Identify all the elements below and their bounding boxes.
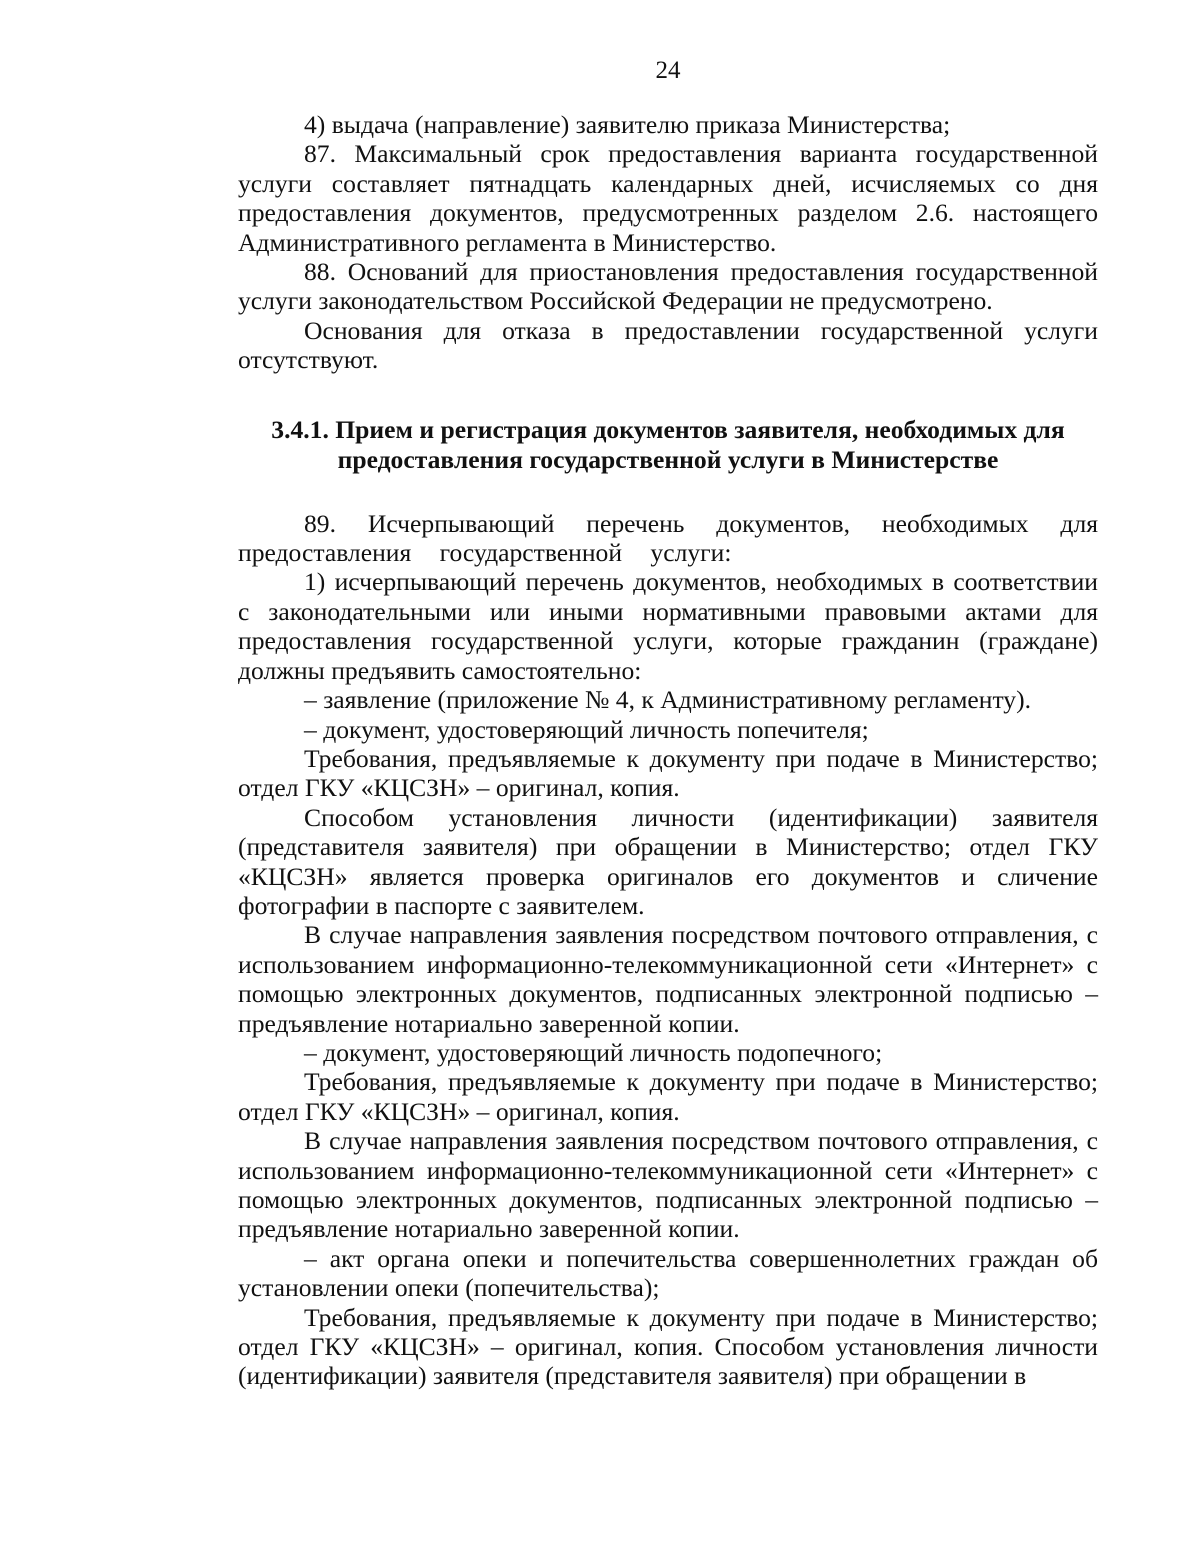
paragraph-item-4: 4) выдача (направление) заявителю приказа Министерства; [304,110,951,139]
paragraph-89: 89. Исчерпывающий перечень документов, необходимых для предоставления государственной услуги: [238,508,1098,568]
paragraph-requirements-3: Требования, предъявляемые к документу при подаче в Министерство; отдел ГКУ «КЦСЗН» – оригинал, копия. Способом установления личности (идентификации) заявителя (представителя заявителя) при обращении в [238,1302,1098,1391]
paragraph-requirements-1: Требования, предъявляемые к документу при подаче в Министерство; отдел ГКУ «КЦСЗН» – оригинал, копия. [238,743,1098,803]
paragraph-refusal-grounds: Основания для отказа в предоставлении государственной услуги отсутствуют. [238,315,1098,375]
section-heading-3-4-1: 3.4.1. Прием и регистрация документов заявителя, необходимых для предоставления государственной услуги в Министерстве [271,414,1065,474]
list-item-ward-id: – документ, удостоверяющий личность подопечного; [304,1037,883,1067]
list-item-guardian-id: – документ, удостоверяющий личность попечителя; [304,714,869,744]
paragraph-identification-method: Способом установления личности (идентификации) заявителя (представителя заявителя) при обращении в Министерство; отдел ГКУ «КЦСЗН» является проверка оригиналов его документов и сличение фотографии в паспорте с заявителем. [238,802,1098,920]
page-number: 24 [655,57,681,84]
paragraph-postal-submission-1: В случае направления заявления посредством почтового отправления, с использованием информационно-телекоммуникационной сети «Интернет» с помощью электронных документов, подписанных электронной подписью – предъявление нотариально заверенной копии. [238,920,1098,1038]
paragraph-87: 87. Максимальный срок предоставления варианта государственной услуги составляет пятнадцать календарных дней, исчисляемых со дня предоставления документов, предусмотренных разделом 2.6. настоящего Административного регламента в Министерство. [238,139,1098,257]
paragraph-88: 88. Оснований для приостановления предоставления государственной услуги законодательством Российской Федерации не предусмотрено. [238,257,1098,316]
document-body [238,110,1098,1391]
paragraph-document-list-1: 1) исчерпывающий перечень документов, необходимых в соответствии с законодательными или иными нормативными правовыми актами для предоставления государственной услуги, которые гражданин (граждане) должны предъявить самостоятельно: [238,567,1098,685]
paragraph-requirements-2: Требования, предъявляемые к документу при подаче в Министерство; отдел ГКУ «КЦСЗН» – оригинал, копия. [238,1067,1098,1126]
list-item-application: – заявление (приложение № 4, к Административному регламенту). [304,685,1032,715]
list-item-guardianship-act: – акт органа опеки и попечительства совершеннолетних граждан об установлении опеки (попечительства); [238,1243,1098,1303]
paragraph-postal-submission-2: В случае направления заявления посредством почтового отправления, с использованием информационно-телекоммуникационной сети «Интернет» с помощью электронных документов, подписанных электронной подписью – предъявление нотариально заверенной копии. [238,1126,1098,1244]
document-page [238,0,1098,1553]
